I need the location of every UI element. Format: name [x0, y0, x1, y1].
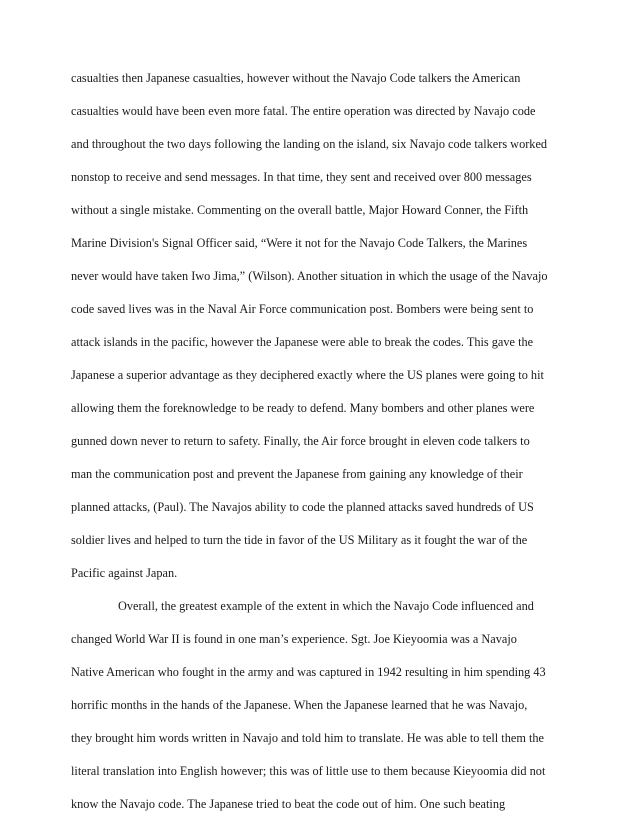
text-line: and throughout the two days following the landing on the island, six Navajo code talkers worked — [71, 137, 548, 151]
text-line: allowing them the foreknowledge to be ready to defend. Many bombers and other planes were — [71, 401, 535, 415]
text-line: never would have taken Iwo Jima,” (Wilson). Another situation in which the usage of the Navajo — [71, 269, 548, 283]
text-line: they brought him words written in Navajo and told him to translate. He was able to tell them the — [71, 731, 544, 745]
text-line: changed World War II is found in one man’s experience. Sgt. Joe Kieyoomia was a Navajo — [71, 632, 517, 646]
text-line: horrific months in the hands of the Japanese. When the Japanese learned that he was Navajo, — [71, 698, 528, 712]
text-line: Marine Division's Signal Officer said, “Were it not for the Navajo Code Talkers, the Marines — [71, 236, 528, 250]
text-line: man the communication post and prevent the Japanese from gaining any knowledge of their — [71, 467, 523, 481]
body-text — [71, 62, 571, 821]
text-line: attack islands in the pacific, however the Japanese were able to break the codes. This gave the — [71, 335, 534, 349]
text-line: code saved lives was in the Naval Air Force communication post. Bombers were being sent to — [71, 302, 534, 316]
text-line: planned attacks, (Paul). The Navajos ability to code the planned attacks saved hundreds of US — [71, 500, 534, 514]
text-line: casualties then Japanese casualties, however without the Navajo Code talkers the American — [71, 71, 521, 85]
text-line: casualties would have been even more fatal. The entire operation was directed by Navajo code — [71, 104, 536, 118]
text-line: nonstop to receive and send messages. In that time, they sent and received over 800 messages — [71, 170, 532, 184]
text-line: soldier lives and helped to turn the tide in favor of the US Military as it fought the war of the — [71, 533, 528, 547]
text-line: without a single mistake. Commenting on the overall battle, Major Howard Conner, the Fifth — [71, 203, 529, 217]
text-line: know the Navajo code. The Japanese tried to beat the code out of him. One such beating — [71, 797, 506, 811]
text-line: Native American who fought in the army and was captured in 1942 resulting in him spending 43 — [71, 665, 546, 679]
text-line: Pacific against Japan. — [71, 566, 178, 580]
paragraph-start-line: Overall, the greatest example of the extent in which the Navajo Code influenced and — [118, 599, 534, 613]
text-line: gunned down never to return to safety. Finally, the Air force brought in eleven code talkers to — [71, 434, 530, 448]
text-line: Japanese a superior advantage as they deciphered exactly where the US planes were going to hit — [71, 368, 544, 382]
text-line: literal translation into English however; this was of little use to them because Kieyoomia did not — [71, 764, 546, 778]
